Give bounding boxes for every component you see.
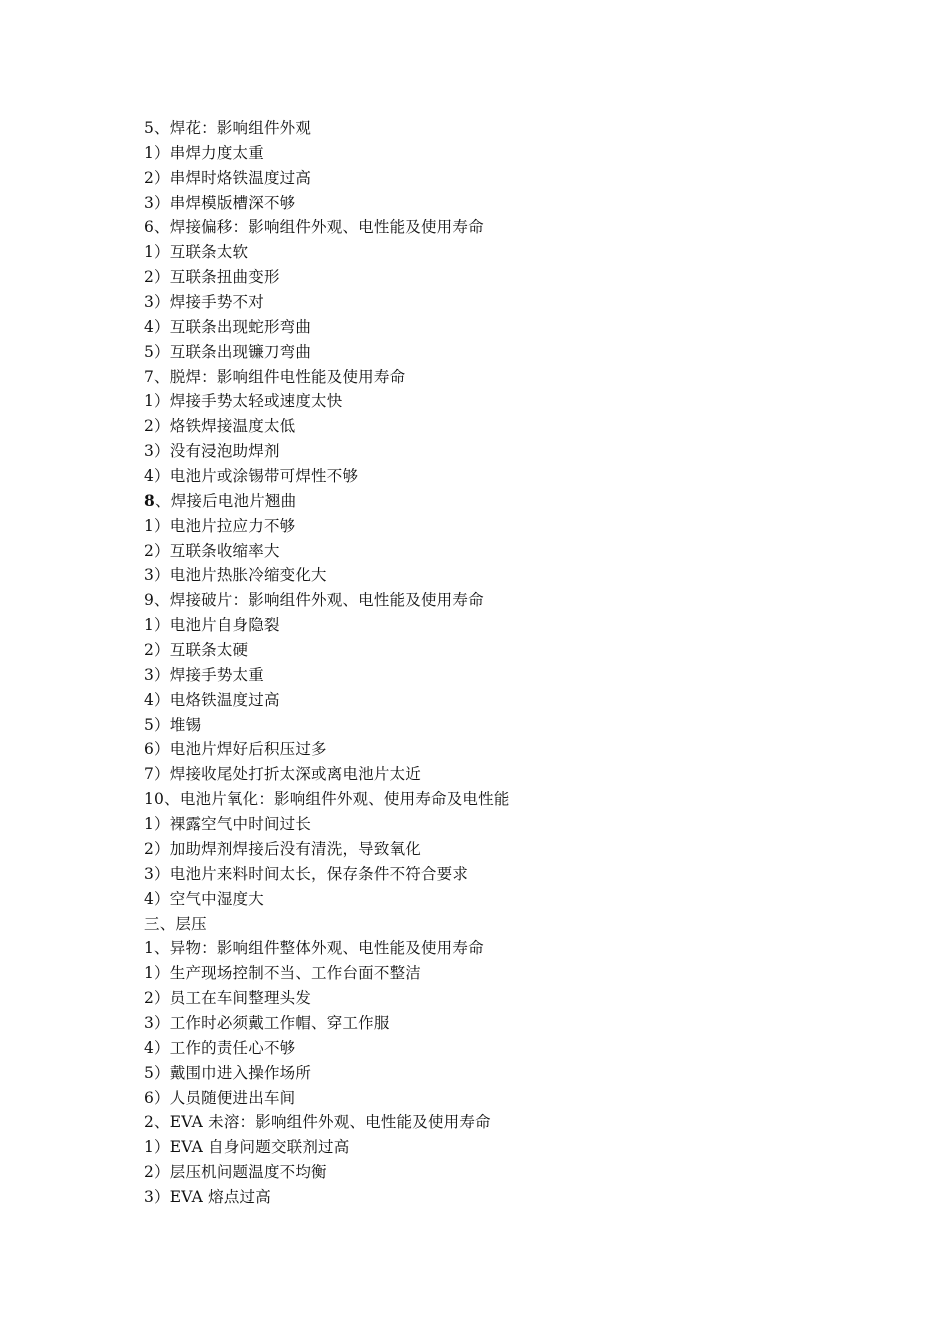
section-heading-eva-unmelted: 2、EVA 未溶：影响组件外观、电性能及使用寿命 — [144, 1113, 491, 1132]
list-item: 1）电池片自身隐裂 — [144, 616, 280, 635]
list-item: 1）EVA 自身问题交联剂过高 — [144, 1138, 350, 1157]
list-item: 3）没有浸泡助焊剂 — [144, 442, 280, 461]
list-item: 1）电池片拉应力不够 — [144, 516, 296, 535]
section-heading-10: 10、电池片氧化：影响组件外观、使用寿命及电性能 — [144, 790, 510, 809]
list-item: 4）互联条出现蛇形弯曲 — [144, 317, 312, 336]
list-item: 1）焊接手势太轻或速度太快 — [144, 392, 343, 411]
list-item: 6）人员随便进出车间 — [144, 1088, 296, 1107]
list-item: 4）空气中湿度大 — [144, 889, 264, 908]
list-item: 2）层压机问题温度不均衡 — [144, 1163, 327, 1182]
section-heading-foreign-matter: 1、异物：影响组件整体外观、电性能及使用寿命 — [144, 939, 484, 958]
list-item: 1）裸露空气中时间过长 — [144, 815, 312, 834]
list-item: 2）互联条太硬 — [144, 641, 249, 660]
list-item: 1）互联条太软 — [144, 243, 249, 262]
list-item: 3）EVA 熔点过高 — [144, 1187, 271, 1206]
list-item: 4）工作的责任心不够 — [144, 1038, 296, 1057]
list-item: 3）电池片热胀冷缩变化大 — [144, 566, 327, 585]
list-item: 2）串焊时烙铁温度过高 — [144, 168, 312, 187]
list-item: 5）互联条出现镰刀弯曲 — [144, 342, 312, 361]
list-item: 6）电池片焊好后积压过多 — [144, 740, 327, 759]
section-heading-5: 5、焊花：影响组件外观 — [144, 119, 312, 137]
list-item: 2）加助焊剂焊接后没有清洗，导致氧化 — [144, 839, 421, 858]
list-item: 5）堆锡 — [144, 715, 202, 734]
document-body — [144, 116, 824, 1210]
list-item: 3）焊接手势不对 — [144, 293, 264, 312]
section-heading-7: 7、脱焊：影响组件电性能及使用寿命 — [144, 367, 406, 386]
section-heading-8: 8、焊接后电池片翘曲 — [144, 490, 297, 510]
list-item: 7）焊接收尾处打折太深或离电池片太近 — [144, 765, 421, 784]
list-item: 3）电池片来料时间太长，保存条件不符合要求 — [144, 864, 469, 883]
list-item: 2）互联条收缩率大 — [144, 541, 280, 560]
list-item: 4）电池片或涂锡带可焊性不够 — [144, 467, 359, 486]
list-item: 3）串焊模版槽深不够 — [144, 193, 296, 212]
list-item: 4）电烙铁温度过高 — [144, 690, 280, 709]
section-heading-9: 9、焊接破片：影响组件外观、电性能及使用寿命 — [144, 591, 484, 610]
section-heading-6: 6、焊接偏移：影响组件外观、电性能及使用寿命 — [144, 218, 484, 237]
list-item: 1）生产现场控制不当、工作台面不整洁 — [144, 964, 421, 983]
list-item: 1）串焊力度太重 — [144, 143, 264, 162]
list-item: 2）互联条扭曲变形 — [144, 268, 280, 287]
list-item: 2）员工在车间整理头发 — [144, 989, 312, 1008]
list-item: 5）戴围巾进入操作场所 — [144, 1063, 312, 1082]
chapter-heading-lamination: 三、层压 — [144, 914, 207, 933]
list-item: 3）焊接手势太重 — [144, 665, 264, 684]
list-item: 3）工作时必须戴工作帽、穿工作服 — [144, 1013, 390, 1032]
list-item: 2）烙铁焊接温度太低 — [144, 417, 296, 436]
